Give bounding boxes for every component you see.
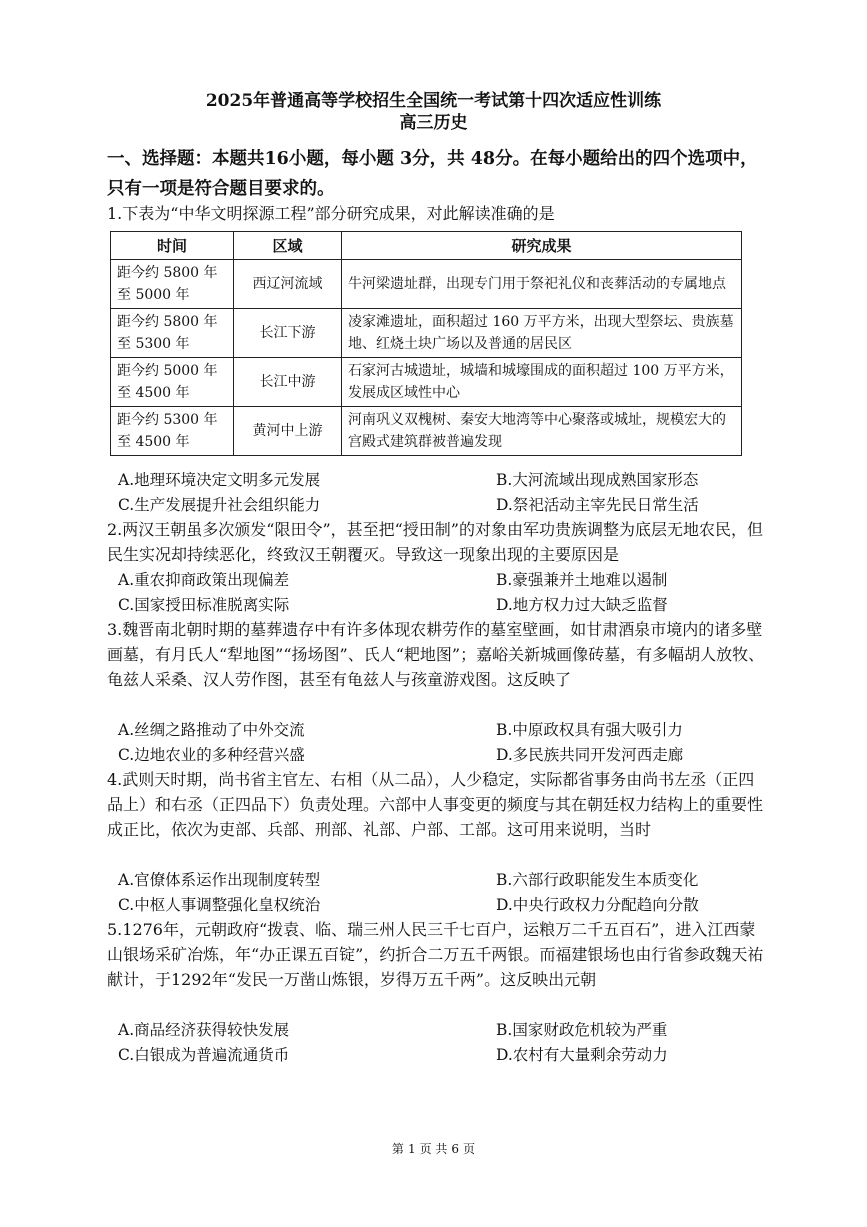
- q2-option-b: B.豪强兼并土地难以遏制: [496, 571, 668, 589]
- table-header: 时间: [111, 232, 234, 260]
- q1-option-a: A.地理环境决定文明多元发展: [118, 471, 321, 489]
- table-cell-time: 距今约 5800 年至 5300 年: [111, 309, 234, 358]
- footer-prefix: 第: [391, 1142, 404, 1156]
- table-cell-result: 凌家滩遗址，面积超过 160 万平方米，出现大型祭坛、贵族墓地、红烧土块广场以及普通的居民区: [342, 309, 742, 358]
- q3-option-c: C.边地农业的多种经营兴盛: [118, 746, 305, 764]
- q5-option-b: B.国家财政危机较为严重: [496, 1021, 668, 1039]
- q2-option-c: C.国家授田标准脱离实际: [118, 596, 290, 614]
- q5-option-a: A.商品经济获得较快发展: [118, 1021, 290, 1039]
- page-footer: [0, 1140, 867, 1157]
- q4-option-b: B.六部行政职能发生本质变化: [496, 871, 699, 889]
- q3-option-b: B.中原政权具有强大吸引力: [496, 721, 683, 739]
- table-row: [111, 407, 742, 456]
- table-row: [111, 309, 742, 358]
- table-cell-area: 长江中游: [234, 358, 342, 407]
- q3-option-a: A.丝绸之路推动了中外交流: [118, 721, 305, 739]
- question-1-stem: 1.下表为“中华文明探源工程”部分研究成果，对此解读准确的是: [107, 204, 555, 223]
- footer-mid: 页 共: [419, 1142, 448, 1156]
- table-header-row: [111, 232, 742, 260]
- q4-option-c: C.中枢人事调整强化皇权统治: [118, 896, 321, 914]
- table-row: [111, 358, 742, 407]
- table-cell-area: 西辽河流域: [234, 260, 342, 309]
- table-cell-result: 河南巩义双槐树、秦安大地湾等中心聚落或城址，规模宏大的宫殿式建筑群被普遍发现: [342, 407, 742, 456]
- table-cell-area: 长江下游: [234, 309, 342, 358]
- question-3-stem: 3.魏晋南北朝时期的墓葬遗存中有许多体现农耕劳作的墓室壁画，如甘肃酒泉市境内的诸多壁画墓，有月氏人“犁地图”“扬场图”、氏人“耙地图”；嘉峪关新城画像砖墓，有多幅胡人放牧、龟兹人采桑、汉人劳作图，甚至有龟兹人与孩童游戏图。这反映了: [107, 620, 765, 689]
- q2-option-d: D.地方权力过大缺乏监督: [496, 596, 668, 614]
- q2-option-a: A.重农抑商政策出现偏差: [118, 571, 290, 589]
- question-2-stem: 2.两汉王朝虽多次颁发“限田令”，甚至把“授田制”的对象由军功贵族调整为底层无地农民，但民生实况却持续恶化，终致汉王朝覆灭。导致这一现象出现的主要原因是: [107, 520, 763, 564]
- table-header: 区域: [234, 232, 342, 260]
- table-header: 研究成果: [342, 232, 742, 260]
- table-cell-area: 黄河中上游: [234, 407, 342, 456]
- table-cell-result: 牛河梁遗址群，出现专门用于祭祀礼仪和丧葬活动的专属地点: [342, 260, 742, 309]
- footer-suffix: 页: [463, 1142, 476, 1156]
- page-total: 6: [451, 1142, 460, 1156]
- q3-option-d: D.多民族共同开发河西走廊: [496, 746, 684, 764]
- q5-option-d: D.农村有大量剩余劳动力: [496, 1046, 668, 1064]
- q4-option-d: D.中央行政权力分配趋向分散: [496, 896, 699, 914]
- q1-option-d: D.祭祀活动主宰先民日常生活: [496, 496, 699, 514]
- table-cell-time: 距今约 5300 年至 4500 年: [111, 407, 234, 456]
- table-row: [111, 260, 742, 309]
- exam-subtitle: 高三历史: [399, 113, 468, 133]
- q1-option-b: B.大河流域出现成熟国家形态: [496, 471, 699, 489]
- exam-title: 2025年普通高等学校招生全国统一考试第十四次适应性训练: [205, 91, 662, 111]
- q5-option-c: C.白银成为普遍流通货币: [118, 1046, 290, 1064]
- section-heading: 一、选择题：本题共16小题，每小题 3分，共 48分。在每小题给出的四个选项中，只有一项是符合题目要求的。: [107, 149, 758, 199]
- q4-option-a: A.官僚体系运作出现制度转型: [118, 871, 321, 889]
- table-cell-time: 距今约 5800 年至 5000 年: [111, 260, 234, 309]
- question-5-stem: 5.1276年，元朝政府“拨袁、临、瑞三州人民三千七百户，运粮万二千五百石”，进入江西蒙山银场采矿冶炼，年“办正课五百锭”，约折合二万五千两银。而福建银场也由行省参政魏天祐献计，于1292年“发民一万凿山炼银，岁得万五千两”。这反映出元朝: [107, 920, 764, 989]
- table-cell-time: 距今约 5000 年至 4500 年: [111, 358, 234, 407]
- q1-option-c: C.生产发展提升社会组织能力: [118, 496, 321, 514]
- page-number: 1: [407, 1142, 416, 1156]
- table-cell-result: 石家河古城遗址，城墙和城壕围成的面积超过 100 万平方米，发展成区域性中心: [342, 358, 742, 407]
- research-table: [110, 231, 742, 456]
- question-4-stem: 4.武则天时期，尚书省主官左、右相（从二品），人少稳定，实际都省事务由尚书左丞（正四品上）和右丞（正四品下）负责处理。六部中人事变更的频度与其在朝廷权力结构上的重要性成正比，依次为吏部、兵部、刑部、礼部、户部、工部。这可用来说明，当时: [107, 770, 764, 839]
